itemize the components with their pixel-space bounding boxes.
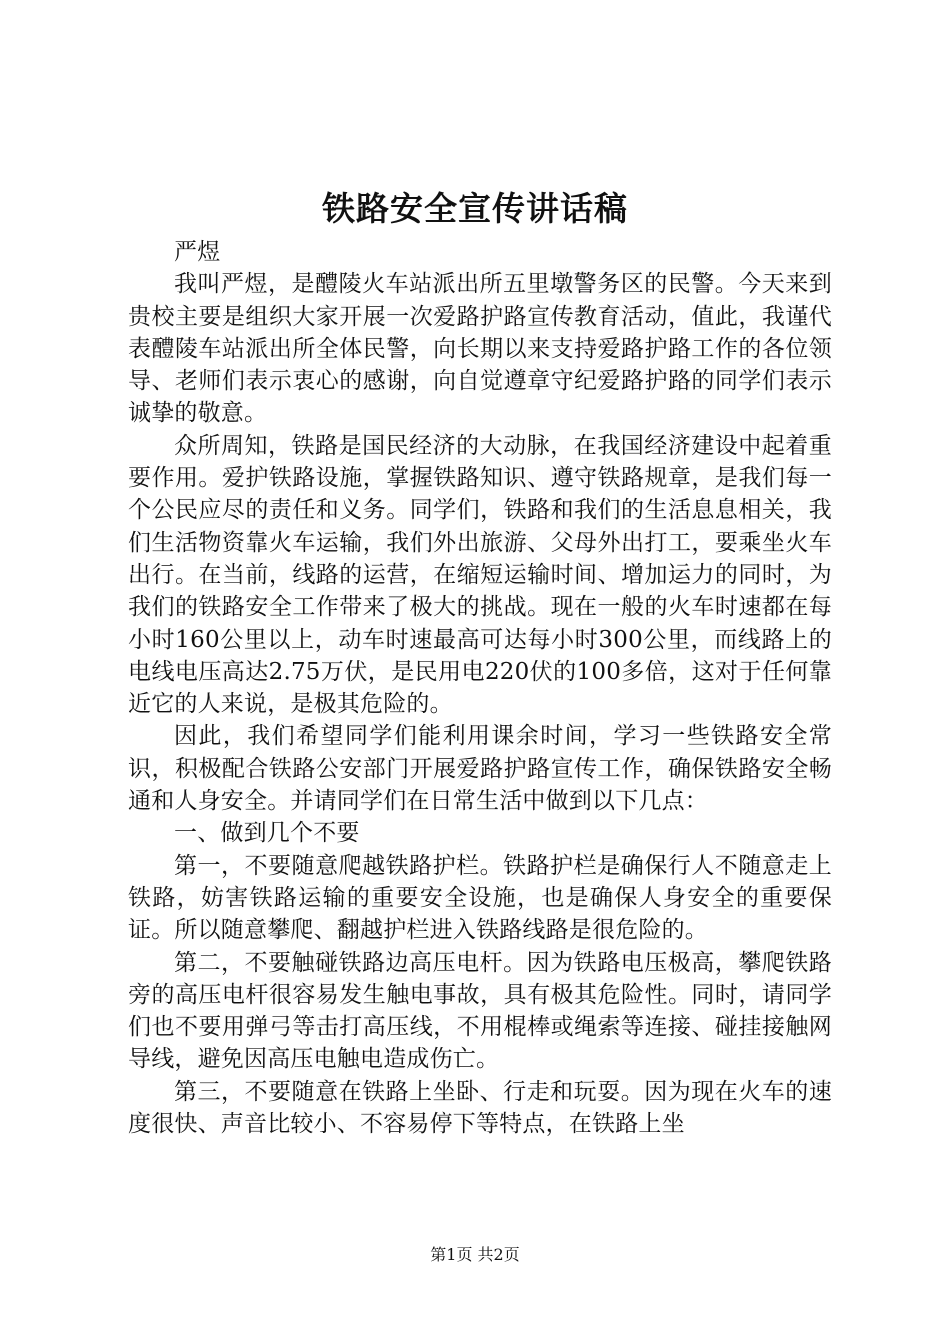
section-heading: 一、做到几个不要 <box>174 820 360 847</box>
page-footer: 第1页 共2页 <box>430 1245 520 1264</box>
document-title: 铁路安全宣传讲话稿 <box>322 189 628 228</box>
paragraph: 第一，不要随意爬越铁路护栏。铁路护栏是确保行人不随意走上铁路，妨害铁路运输的重要安全设施，也是确保人身安全的重要保证。所以随意攀爬、翻越护栏进入铁路线路是很危险的。 <box>128 852 832 944</box>
author-line: 严煜 <box>174 239 221 265</box>
paragraph: 第三，不要随意在铁路上坐卧、行走和玩耍。因为现在火车的速度很快、声音比较小、不容易停下等特点，在铁路上坐 <box>128 1078 832 1138</box>
paragraph: 我叫严煜，是醴陵火车站派出所五里墩警务区的民警。今天来到贵校主要是组织大家开展一次爱路护路宣传教育活动，值此，我谨代表醴陵车站派出所全体民警，向长期以来支持爱路护路工作的各位领导、老师们表示衷心的感谢，向自觉遵章守纪爱路护路的同学们表示诚挚的敬意。 <box>128 271 832 427</box>
paragraph: 第二，不要触碰铁路边高压电杆。因为铁路电压极高，攀爬铁路旁的高压电杆很容易发生触电事故，具有极其危险性。同时，请同学们也不要用弹弓等击打高压线，不用棍棒或绳索等连接、碰挂接触网导线，避免因高压电触电造成伤亡。 <box>128 949 832 1073</box>
paragraph: 因此，我们希望同学们能利用课余时间，学习一些铁路安全常识，积极配合铁路公安部门开展爱路护路宣传工作，确保铁路安全畅通和人身安全。并请同学们在日常生活中做到以下几点： <box>128 723 832 815</box>
paragraph: 众所周知，铁路是国民经济的大动脉，在我国经济建设中起着重要作用。爱护铁路设施，掌握铁路知识、遵守铁路规章，是我们每一个公民应尽的责任和义务。同学们，铁路和我们的生活息息相关，我们生活物资靠火车运输，我们外出旅游、父母外出打工，要乘坐火车出行。在当前，线路的运营，在缩短运输时间、增加运力的同时，为我们的铁路安全工作带来了极大的挑战。现在一般的火车时速都在每小时160公里以上，动车时速最高可达每小时300公里，而线路上的电线电压高达2.75万伏，是民用电220伏的100多倍，这对于任何靠近它的人来说，是极其危险的。 <box>128 432 832 718</box>
document-body <box>128 236 832 1140</box>
